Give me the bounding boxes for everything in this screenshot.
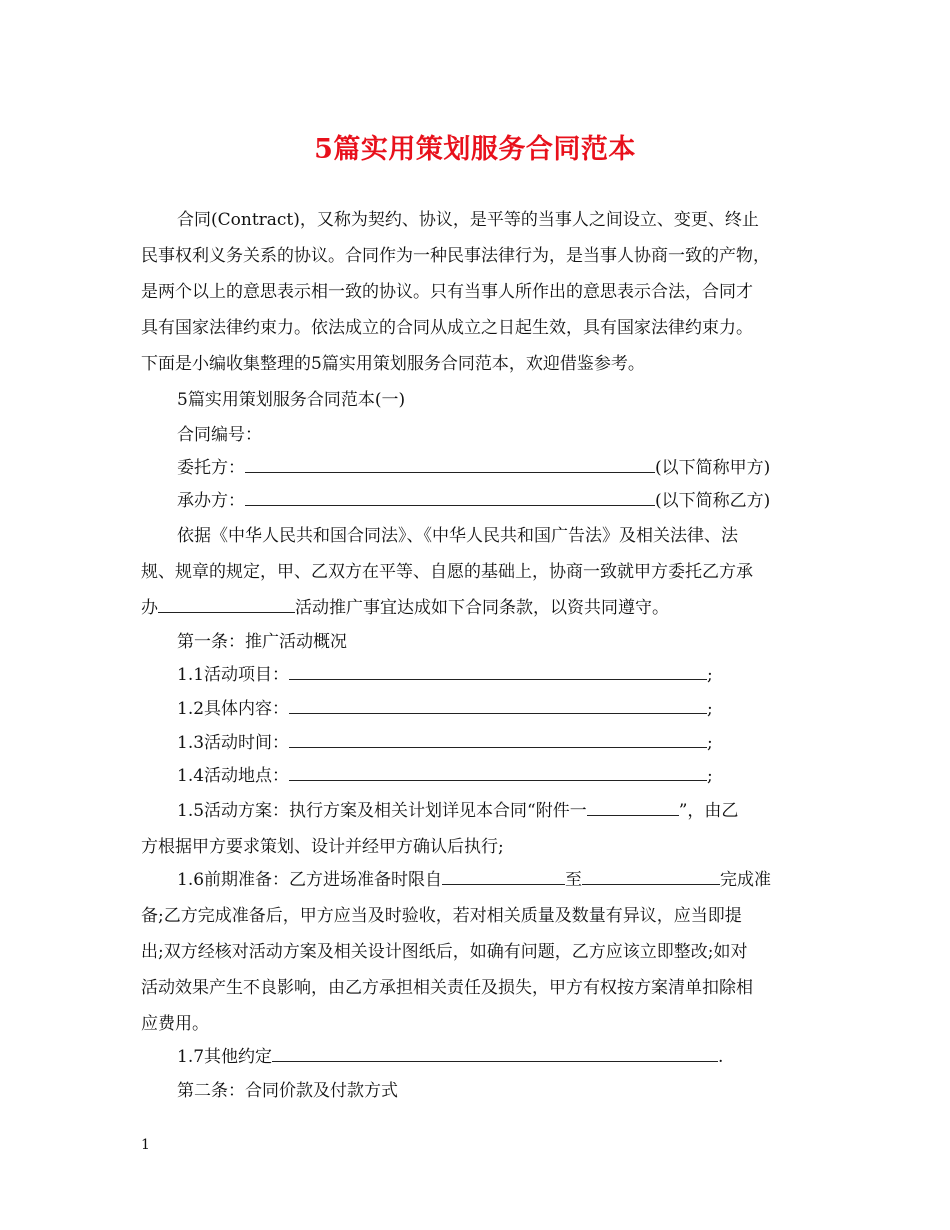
intro-line-5: 下面是小编收集整理的5篇实用策划服务合同范本，欢迎借鉴参考。 [141,354,645,374]
item-1-7 [177,1046,723,1068]
item-1-5-start: 1.5活动方案：执行方案及相关计划详见本合同“附件一 [177,801,587,821]
item-1-3-blank [289,732,707,748]
contractor-blank [245,490,655,506]
basis-line-3-start: 办 [141,598,158,618]
item-1-2 [177,698,713,720]
start-date-blank [442,869,565,885]
item-1-6-line-4: 活动效果产生不良影响，由乙方承担相关责任及损失，甲方有权按方案清单扣除相 [141,978,753,998]
intro-line-4: 具有国家法律约束力。依法成立的合同从成立之日起生效，具有国家法律约束力。 [141,318,753,338]
item-1-6-end: 完成准 [720,870,772,890]
item-1-5-end: ”，由乙 [678,801,739,821]
basis-line-3 [141,597,669,619]
basis-line-2: 规、规章的规定，甲、乙双方在平等、自愿的基础上，协商一致就甲方委托乙方承 [141,562,753,582]
item-1-1-end: ; [707,665,713,685]
item-1-7-label: 1.7其他约定 [177,1047,273,1067]
item-1-4-blank [289,765,707,781]
item-1-7-blank [272,1046,718,1062]
item-1-4-label: 1.4活动地点： [177,766,290,786]
item-1-2-end: ; [707,699,713,719]
item-1-6-line-2: 备;乙方完成准备后，甲方应当及时验收，若对相关质量及数量有异议，应当即提 [141,906,742,926]
intro-line-1: 合同(Contract)，又称为契约、协议，是平等的当事人之间设立、变更、终止 [177,210,759,230]
intro-line-2: 民事权利义务关系的协议。合同作为一种民事法律行为，是当事人协商一致的产物， [141,246,770,266]
item-1-4-end: ; [707,766,713,786]
client-label: 委托方： [177,458,245,478]
item-1-1-label: 1.1活动项目： [177,665,290,685]
item-1-5 [177,800,738,822]
item-1-7-end: . [718,1047,724,1067]
item-1-4 [177,765,713,787]
item-1-6 [177,869,771,891]
item-1-5-line-2: 方根据甲方要求策划、设计并经甲方确认后执行; [141,837,504,857]
intro-line-3: 是两个以上的意思表示相一致的协议。只有当事人所作出的意思表示合法，合同才 [141,282,753,302]
item-1-2-label: 1.2具体内容： [177,699,290,719]
item-1-1 [177,664,713,686]
item-1-3-end: ; [707,733,713,753]
item-1-2-blank [289,698,707,714]
item-1-6-start: 1.6前期准备：乙方进场准备时限自 [177,870,443,890]
item-1-1-blank [289,664,707,680]
item-1-3 [177,732,713,754]
client-line [177,457,770,479]
attachment-blank [587,800,679,816]
contractor-suffix: (以下简称乙方) [655,491,771,511]
article-1-heading: 第一条：推广活动概况 [177,632,347,652]
article-2-heading: 第二条：合同价款及付款方式 [177,1081,398,1101]
document-title: 5篇实用策划服务合同范本 [314,134,636,165]
basis-line-3-end: 活动推广事宜达成如下合同条款，以资共同遵守。 [295,598,669,618]
item-1-6-line-5: 应费用。 [141,1014,209,1034]
contractor-line [177,490,770,512]
item-1-6-to: 至 [565,870,583,890]
client-suffix: (以下简称甲方) [655,458,771,478]
activity-name-blank [158,597,295,613]
contractor-label: 承办方： [177,491,245,511]
contract-number-label: 合同编号： [177,425,262,445]
basis-line-1: 依据《中华人民共和国合同法》、《中华人民共和国广告法》及相关法律、法 [177,526,738,546]
end-date-blank [582,869,720,885]
page-number: 1 [141,1137,150,1153]
contract-heading: 5篇实用策划服务合同范本(一) [177,390,406,410]
client-blank [245,457,655,473]
item-1-6-line-3: 出;双方经核对活动方案及相关设计图纸后，如确有问题，乙方应该立即整改;如对 [141,942,748,962]
item-1-3-label: 1.3活动时间： [177,733,290,753]
